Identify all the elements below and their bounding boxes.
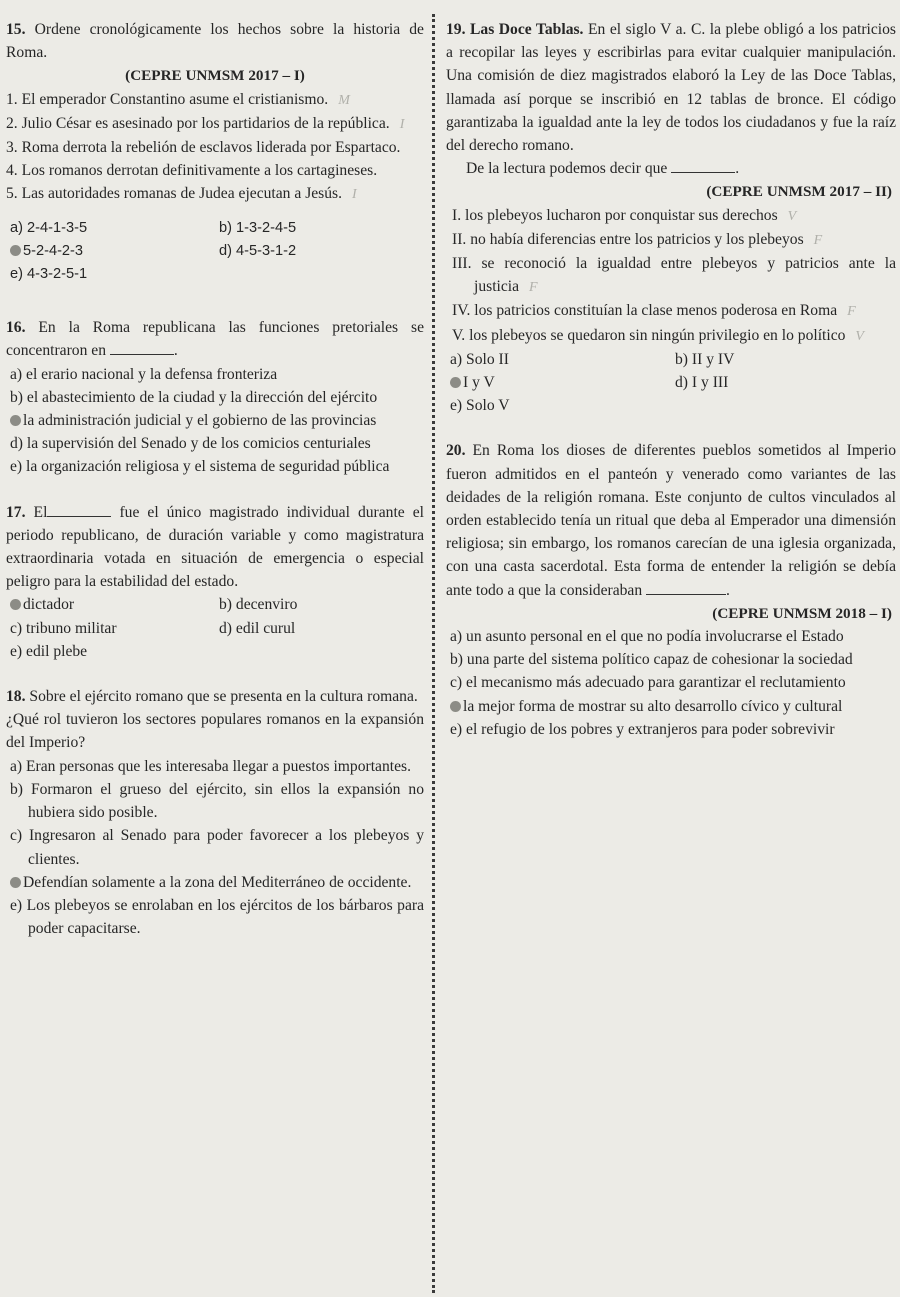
question-17-stem: [6, 501, 424, 594]
question-number: 19.: [446, 21, 466, 38]
option-text: una parte del sistema político capaz de cohesionar la sociedad: [466, 651, 853, 669]
statement-number: V.: [452, 326, 466, 344]
statement-2: [446, 228, 896, 252]
options-row: [6, 263, 424, 286]
question-19-prompt: [446, 157, 896, 180]
question-text: Sobre el ejército romano que se presenta en la cultura romana.: [29, 688, 418, 706]
option-e[interactable]: [6, 640, 219, 663]
option-text: Formaron el grueso del ejército, sin ellos la expansión no hubiera sido posible.: [28, 780, 424, 822]
question-number: 17.: [6, 503, 26, 521]
option-letter: d): [219, 242, 232, 259]
option-text: dictador: [23, 596, 75, 614]
question-number: 20.: [446, 442, 466, 460]
prompt-end: .: [735, 160, 740, 178]
event-2: [6, 112, 424, 136]
option-letter: e): [10, 458, 23, 476]
option-text: 2-4-1-3-5: [27, 219, 88, 236]
question-number: 18.: [6, 688, 26, 706]
question-16: [6, 316, 424, 478]
question-18: [6, 685, 424, 940]
options-row: [6, 593, 424, 616]
handwritten-mark: I: [399, 116, 405, 132]
option-letter: b): [10, 780, 23, 798]
source-citation: (CEPRE UNMSM 2017 – I): [125, 67, 305, 85]
column-divider: [432, 14, 435, 1293]
option-b[interactable]: [6, 386, 424, 409]
event-3: [6, 136, 424, 159]
event-5: [6, 182, 424, 206]
option-letter: c): [450, 674, 463, 692]
option-text: edil plebe: [26, 642, 88, 660]
option-letter: b): [450, 651, 463, 669]
option-letter: e): [10, 266, 23, 283]
statement-text: no había diferencias entre los patricios y los plebeyos: [470, 230, 804, 248]
question-20-stem: [446, 439, 896, 601]
option-letter: d): [675, 374, 688, 392]
option-letter: d): [219, 619, 232, 637]
option-letter: b): [219, 596, 232, 614]
question-15: [6, 18, 424, 286]
event-text: 5. Las autoridades romanas de Judea ejecutan a Jesús.: [6, 185, 343, 203]
question-19: [446, 18, 896, 417]
option-text: Defendían solamente a la zona del Mediterráneo de occidente.: [23, 873, 412, 891]
question-text: fue el único magistrado individual durante el periodo republicano, de duración variable y como magistratura extraordinaria votada en situación de emergencia o especial peligro para la estabilidad del estado.: [6, 503, 424, 591]
option-b[interactable]: [446, 648, 896, 671]
question-number: 15.: [6, 21, 26, 38]
answer-mark-icon: [450, 701, 461, 712]
answer-mark-icon: [450, 377, 461, 388]
option-text: el erario nacional y la defensa fronteriza: [26, 365, 278, 383]
options-row: [6, 617, 424, 640]
option-a[interactable]: [446, 348, 671, 371]
option-text: edil curul: [235, 619, 296, 637]
option-letter: a): [10, 219, 23, 236]
option-text: Solo V: [466, 397, 510, 415]
question-title: Las Doce Tablas.: [470, 21, 584, 38]
answer-mark-icon: [10, 599, 21, 610]
question-19-stem: [446, 18, 896, 157]
option-text: 1-3-2-4-5: [236, 219, 297, 236]
left-column: [6, 18, 424, 940]
option-letter: b): [675, 350, 688, 368]
option-c[interactable]: [6, 240, 215, 263]
handwritten-mark: V: [855, 328, 864, 344]
option-text: la mejor forma de mostrar su alto desarrollo cívico y cultural: [463, 697, 843, 715]
statement-number: I.: [452, 206, 462, 224]
option-d[interactable]: [215, 617, 424, 640]
option-e[interactable]: [6, 455, 424, 478]
options-row: [6, 640, 424, 663]
option-text: I y III: [691, 374, 729, 392]
answer-blank: [671, 158, 735, 173]
option-c[interactable]: [6, 824, 424, 870]
answer-mark-icon: [10, 415, 21, 426]
option-letter: e): [450, 720, 463, 738]
right-column: [446, 18, 896, 741]
event-1: [6, 88, 424, 112]
statement-number: IV.: [452, 302, 471, 320]
question-text: En el siglo V a. C. la plebe obligó a los patricios a recopilar las leyes y escribirlas para evitar cualquier manipulación. Una comisión de diez magistrados elaboró la Ley de las Doce Tablas, llamada así porque se inscribió en 12 tablas de bronce. El código garantizaba la igualdad ante la ley de todos los ciudadanos y fue la raíz del derecho romano.: [446, 21, 897, 155]
statement-3: [446, 252, 896, 299]
handwritten-mark: M: [338, 92, 350, 108]
option-text: Ingresaron al Senado para poder favorecer a los plebeyos y clientes.: [28, 827, 424, 868]
option-a[interactable]: [6, 593, 215, 616]
option-text: 4-3-2-5-1: [27, 266, 88, 283]
question-text: En la Roma republicana las funciones pretoriales se concentraron en: [6, 319, 424, 360]
option-a[interactable]: [446, 625, 896, 648]
option-c[interactable]: [446, 371, 671, 394]
question-text: En Roma los dioses de diferentes pueblos sometidos al Imperio fueron admitidos en el panteón y venerado como variantes de las deidades de la religión romana. Este conjunto de cultos vinculados al orden establecido tenía un ritual que deba al Emperador una dimensión religiosa; sin embargo, los romanos carecían de una iglesia organizada, con una casta sacerdotal. Esta forma de entender la religión se debía ante todo a que la consideraban: [446, 442, 897, 599]
event-text: 4. Los romanos derrotan definitivamente a los cartagineses.: [6, 162, 378, 180]
option-text: un asunto personal en el que no podía involucrarse el Estado: [466, 628, 844, 646]
question-20: [446, 439, 896, 741]
answer-blank: [47, 502, 111, 517]
source-citation: (CEPRE UNMSM 2017 – II): [706, 183, 892, 201]
option-text: Solo II: [466, 350, 509, 368]
option-text: Los plebeyos se enrolaban en los ejércitos de los bárbaros para poder capacitarse.: [26, 896, 424, 938]
options-row: [446, 348, 896, 371]
option-text: Eran personas que les interesaba llegar a puestos importantes.: [26, 757, 411, 775]
option-letter: a): [10, 757, 23, 775]
question-text: Ordene cronológicamente los hechos sobre la historia de Roma.: [6, 21, 424, 62]
options-row: [6, 217, 424, 240]
question-15-stem: [6, 18, 424, 64]
options-row: [6, 240, 424, 263]
event-text: 3. Roma derrota la rebelión de esclavos liderada por Espartaco.: [6, 139, 401, 157]
statement-text: los plebeyos se quedaron sin ningún privilegio en lo político: [469, 326, 846, 344]
option-a[interactable]: [6, 217, 215, 240]
statement-4: [446, 299, 896, 323]
question-text-start: El: [33, 503, 48, 521]
option-letter: e): [10, 896, 23, 914]
answer-blank: [110, 340, 174, 355]
question-17: [6, 501, 424, 663]
option-d[interactable]: [6, 871, 424, 894]
option-b[interactable]: [215, 217, 424, 240]
options-row: [446, 394, 896, 417]
answer-mark-icon: [10, 245, 21, 256]
option-letter: c): [10, 619, 23, 637]
option-text: decenviro: [235, 596, 298, 614]
option-text: I y V: [463, 374, 495, 392]
option-text: la administración judicial y el gobierno de las provincias: [23, 412, 377, 430]
handwritten-mark: F: [813, 232, 823, 248]
event-4: [6, 159, 424, 182]
option-d[interactable]: [446, 695, 896, 718]
option-c[interactable]: [446, 671, 896, 694]
question-18-stem: [6, 685, 424, 708]
option-text: 4-5-3-1-2: [236, 242, 297, 259]
option-text: la supervisión del Senado y de los comicios centuriales: [26, 435, 371, 453]
option-d[interactable]: [671, 371, 896, 394]
option-letter: a): [10, 365, 23, 383]
option-c[interactable]: [6, 617, 215, 640]
question-16-stem: [6, 316, 424, 362]
statement-text: los patricios constituían la clase menos poderosa en Roma: [474, 302, 838, 320]
statement-text: los plebeyos lucharon por conquistar sus derechos: [465, 206, 778, 224]
option-d[interactable]: [6, 432, 424, 455]
option-text: 5-2-4-2-3: [23, 242, 84, 259]
option-e[interactable]: [6, 263, 219, 286]
options-row: [446, 371, 896, 394]
option-a[interactable]: [6, 755, 424, 778]
statement-number: III.: [452, 255, 472, 273]
option-text: la organización religiosa y el sistema de seguridad pública: [26, 458, 390, 476]
option-text: el mecanismo más adecuado para garantizar el reclutamiento: [466, 674, 846, 692]
option-e[interactable]: [446, 394, 675, 417]
option-letter: b): [219, 219, 232, 236]
handwritten-mark: V: [787, 208, 797, 224]
question-text-end: .: [726, 581, 730, 599]
answer-mark-icon: [10, 877, 21, 888]
option-e[interactable]: [6, 894, 424, 940]
question-number: 16.: [6, 319, 26, 337]
option-b[interactable]: [215, 593, 424, 616]
event-text: 1. El emperador Constantino asume el cristianismo.: [6, 90, 329, 108]
option-text: el abastecimiento de la ciudad y la dirección del ejército: [26, 388, 378, 406]
option-e[interactable]: [446, 718, 896, 741]
option-b[interactable]: [6, 778, 424, 824]
option-letter: a): [450, 350, 463, 368]
option-text: tribuno militar: [26, 619, 117, 637]
question-18-prompt: ¿Qué rol tuvieron los sectores populares romanos en la expansión del Imperio?: [6, 711, 424, 752]
option-letter: b): [10, 388, 23, 406]
option-letter: e): [450, 397, 463, 415]
handwritten-mark: I: [352, 187, 357, 203]
option-a[interactable]: [6, 363, 424, 386]
source-citation: (CEPRE UNMSM 2018 – I): [712, 604, 892, 622]
option-letter: d): [10, 435, 23, 453]
prompt-text: De la lectura podemos decir que: [466, 160, 668, 178]
handwritten-mark: F: [529, 280, 538, 296]
statement-number: II.: [452, 230, 467, 248]
option-letter: a): [450, 628, 463, 646]
handwritten-mark: F: [847, 304, 856, 320]
statement-5: [446, 324, 896, 348]
option-letter: e): [10, 642, 23, 660]
option-text: II y IV: [691, 350, 735, 368]
option-letter: c): [10, 827, 23, 845]
statement-text: se reconoció la igualdad entre plebeyos y patricios ante la justicia: [474, 255, 896, 296]
question-text-end: .: [173, 342, 178, 360]
statement-1: [446, 204, 896, 228]
event-text: 2. Julio César es asesinado por los partidarios de la república.: [6, 114, 390, 132]
option-d[interactable]: [215, 240, 424, 263]
option-c[interactable]: [6, 409, 424, 432]
answer-blank: [646, 580, 726, 595]
option-b[interactable]: [671, 348, 896, 371]
option-text: el refugio de los pobres y extranjeros para poder sobrevivir: [466, 720, 835, 738]
